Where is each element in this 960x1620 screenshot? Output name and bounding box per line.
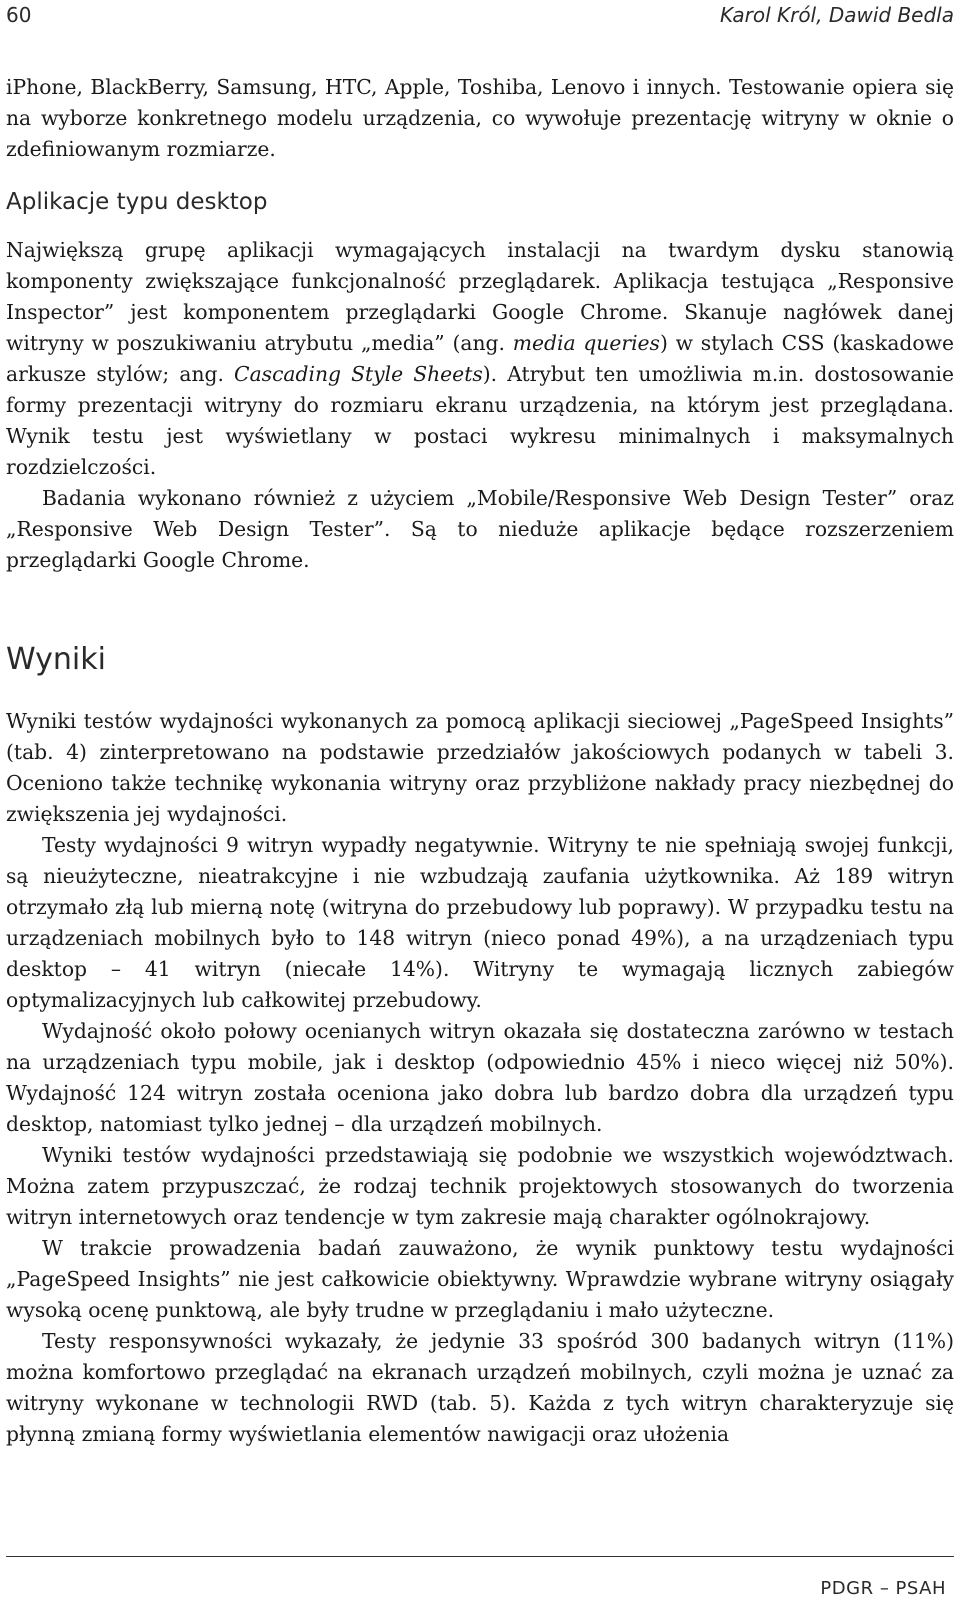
paragraph-desktop-1 [6,235,954,483]
italic-term-css: Cascading Style Sheets [234,362,483,386]
footer-divider [6,1556,954,1557]
page-header [6,3,954,33]
paragraph-results-4: Wyniki testów wydajności przedstawiają się podobnie we wszystkich województwach. Można zatem przypuszczać, że rodzaj technik projektowych stosowanych do tworzenia witryn internetowych oraz tendencje w tym zakresie mają charakter ogólnokrajowy. [6,1143,954,1229]
section-heading-results: Wyniki [6,642,106,677]
subheading-desktop-apps: Aplikacje typu desktop [6,189,268,215]
paragraph-results-6: Testy responsywności wykazały, że jedynie 33 spośród 300 badanych witryn (11%) można komfortowo przeglądać na ekranach urządzeń mobilnych, czyli można je uznać za witryny wykonane w technologii RWD (tab. 5). Każda z tych witryn charakteryzuje się płynną zmianą formy wyświetlania elementów nawigacji oraz ułożenia [6,1329,954,1446]
paragraph-results-2: Testy wydajności 9 witryn wypadły negatywnie. Witryny te nie spełniają swojej funkcji, są nieużyteczne, nieatrakcyjne i nie wzbudzają zaufania użytkownika. Aż 189 witryn otrzymało złą lub mierną notę (witryna do przebudowy lub poprawy). W przypadku testu na urządzeniach mobilnych było to 148 witryn (nieco ponad 49%), a na urządzeniach typu desktop – 41 witryn (niecałe 14%). Witryny te wymagają licznych zabiegów optymalizacyjnych lub całkowitej przebudowy. [6,833,954,1012]
paragraph-desktop-2: Badania wykonano również z użyciem „Mobile/Responsive Web Design Tester” oraz „Responsive Web Design Tester”. Są to nieduże aplikacje będące rozszerzeniem przeglądarki Google Chrome. [6,486,954,572]
text-run: Największą grupę aplikacji wymagających instalacji na twardym dysku stanowią komponenty zwiększające funkcjonalność przeglądarek. Aplikacja testująca „Responsive Inspector” jest komponentem przeglądarki Google Chrome. Skanuje nagłówek danej witryny w poszukiwaniu atrybutu „media” (ang. [6,238,954,355]
page-content [6,72,954,1450]
paragraph-intro: iPhone, BlackBerry, Samsung, HTC, Apple, Toshiba, Lenovo i innych. Testowanie opiera się na wyborze konkretnego modelu urządzenia, co wywołuje prezentację witryny w oknie o zdefiniowanym rozmiarze. [6,75,954,161]
paragraph-results-3: Wydajność około połowy ocenianych witryn okazała się dostateczna zarówno w testach na urządzeniach typu mobile, jak i desktop (odpowiednio 45% i nieco więcej niż 50%). Wydajność 124 witryn została oceniona jako dobra lub bardzo dobra dla urządzeń typu desktop, natomiast tylko jednej – dla urządzeń mobilnych. [6,1019,954,1136]
text-run: ). Atrybut ten umożliwia m.in. dostosowanie formy prezentacji witryny do rozmiaru ekranu urządzenia, na którym jest przeglądana. Wynik testu jest wyświetlany w postaci wykresu minimalnych i maksymalnych rozdzielczości. [6,362,954,479]
paragraph-results-1: Wyniki testów wydajności wykonanych za pomocą aplikacji sieciowej „PageSpeed Insights” (tab. 4) zinterpretowano na podstawie przedziałów jakościowych podanych w tabeli 3. Oceniono także technikę wykonania witryny oraz przybliżone nakłady pracy niezbędnej do zwiększenia jej wydajności. [6,709,954,826]
footer-journal-name: PDGR – PSAH [820,1578,946,1599]
text-run: ) w stylach CSS (kaskadowe arkusze stylów; ang. [6,331,954,386]
page-number: 60 [6,3,32,27]
paragraph-results-5: W trakcie prowadzenia badań zauważono, że wynik punktowy testu wydajności „PageSpeed Insights” nie jest całkowicie obiektywny. Wprawdzie wybrane witryny osiągały wysoką ocenę punktową, ale były trudne w przeglądaniu i mało użyteczne. [6,1236,954,1322]
italic-term-media-queries: media queries [512,331,660,355]
running-header-authors: Karol Król, Dawid Bedla [719,3,954,27]
